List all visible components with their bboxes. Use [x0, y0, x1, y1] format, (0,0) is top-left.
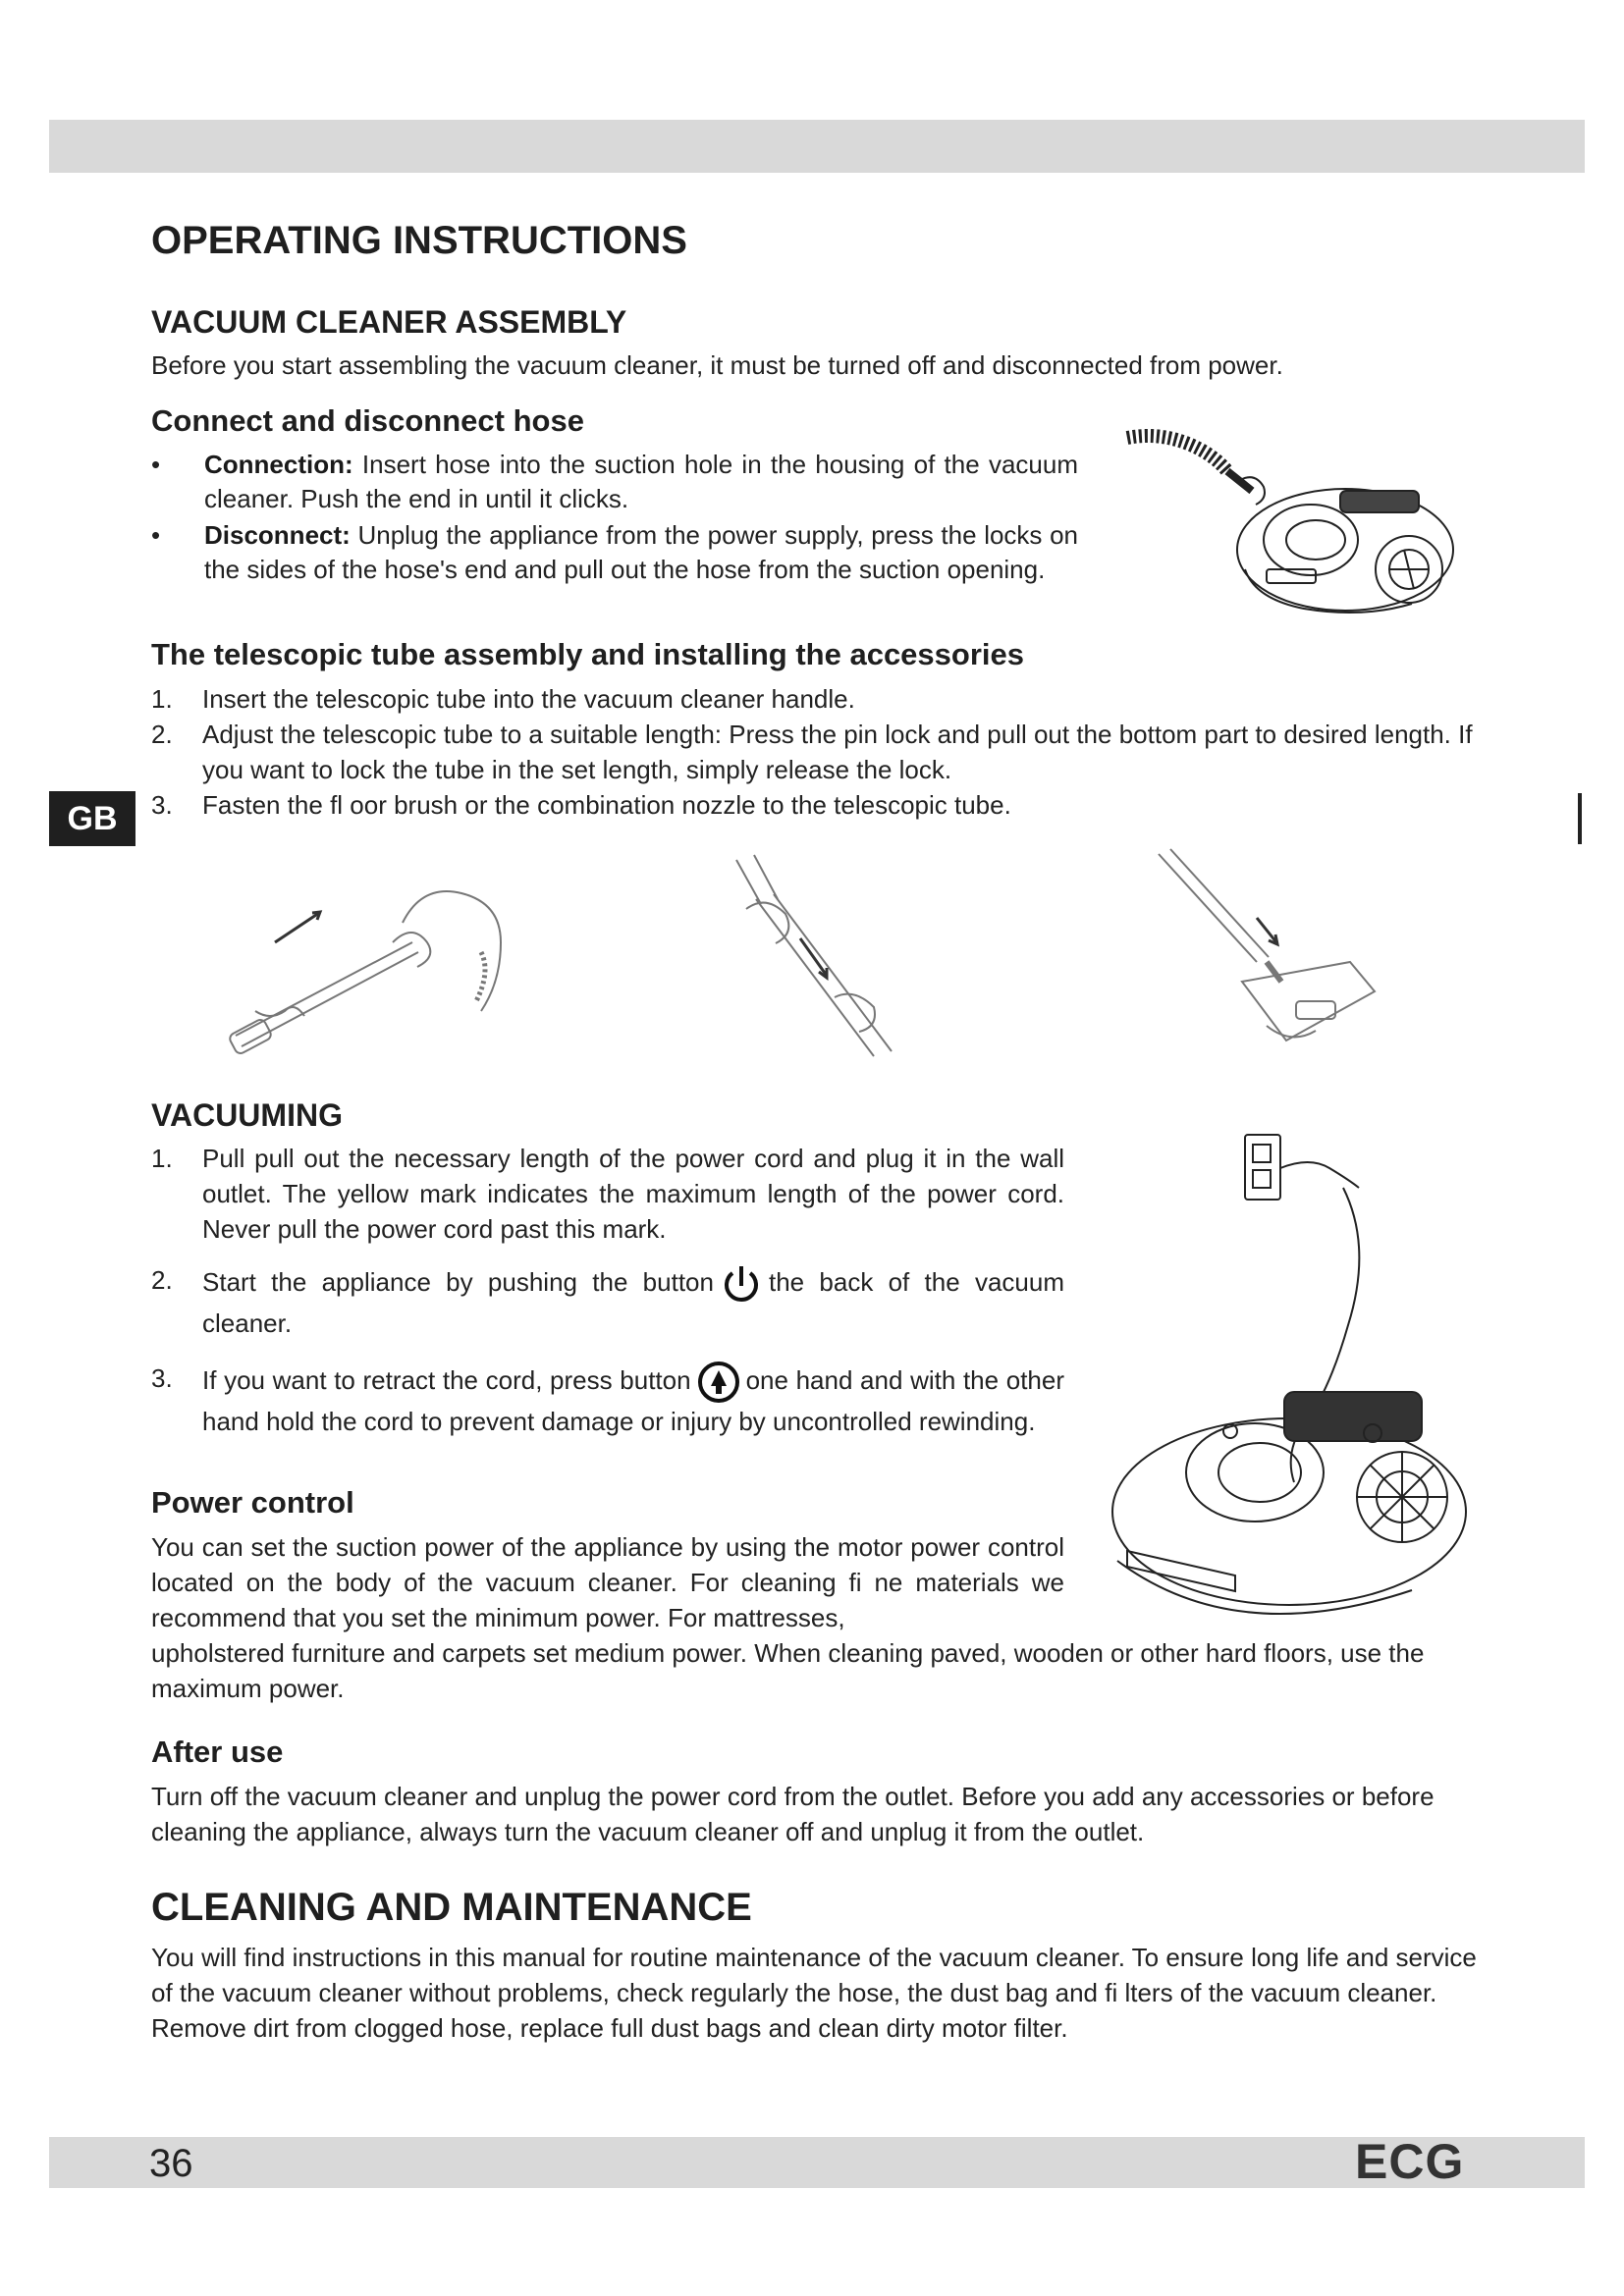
list-item: 1. Pull pull out the necessary length of the power cord and plug it in the wall outlet. The yellow mark indicates the maximum length of the power cord. Never pull the power cord past this mark. [151, 1144, 1064, 1244]
tube-insert-illustration [216, 864, 550, 1060]
assembly-heading: VACUUM CLEANER ASSEMBLY [151, 304, 627, 340]
after-use-heading: After use [151, 1735, 284, 1769]
power-button-icon [720, 1262, 763, 1306]
vacuum-plug-illustration [1098, 1129, 1471, 1629]
page-title: OPERATING INSTRUCTIONS [151, 219, 687, 262]
list-item: 1. Insert the telescopic tube into the vacuum cleaner handle. [151, 684, 855, 714]
margin-marker [1578, 793, 1582, 844]
brand-logo: ECG [1355, 2134, 1465, 2189]
page-number: 36 [149, 2142, 193, 2185]
tube-heading: The telescopic tube assembly and installing the accessories [151, 637, 1024, 671]
power-control-heading: Power control [151, 1485, 354, 1520]
tube-adjust-illustration [717, 850, 933, 1066]
brush-attach-illustration [1149, 844, 1394, 1060]
power-control-text-a: You can set the suction power of the appliance by using the motor power control located on the body of the vacuum cleaner. For cleaning fi ne materials we recommend that you set the minimum power. For mattresses, [151, 1532, 1064, 1632]
hose-heading: Connect and disconnect hose [151, 403, 584, 438]
cleaning-heading: CLEANING AND MAINTENANCE [151, 1886, 752, 1929]
tube-list [151, 681, 1487, 823]
assembly-intro: Before you start assembling the vacuum cleaner, it must be turned off and disconnected from power. [151, 350, 1283, 380]
list-item: • Disconnect: Unplug the appliance from the power supply, press the locks on the sides of the hose's end and pull out the hose from the suction opening. [151, 518, 1078, 587]
list-item: • Connection: Insert hose into the suction hole in the housing of the vacuum cleaner. Push the end in until it clicks. [151, 448, 1078, 516]
hose-list [151, 448, 1078, 589]
language-tab: GB [49, 791, 135, 846]
header-bar [49, 120, 1585, 173]
after-use-text: Turn off the vacuum cleaner and unplug the power cord from the outlet. Before you add any accessories or before cleaning the appliance, always turn the vacuum cleaner off and unplug it from the outlet. [151, 1782, 1435, 1846]
list-item: 3. Fasten the fl oor brush or the combination nozzle to the telescopic tube. [151, 790, 1011, 820]
list-item: 2. Adjust the telescopic tube to a suitable length: Press the pin lock and pull out the bottom part to desired length. If you want to lock the tube in the set length, simply release the lock. [151, 720, 1473, 784]
cleaning-text: You will find instructions in this manual for routine maintenance of the vacuum cleaner. To ensure long life and service of the vacuum cleaner without problems, check regularly the hose, the dust bag and fi lters of the vacuum cleaner. Remove dirt from clogged hose, replace full dust bags and clean dirty motor filter. [151, 1943, 1477, 2043]
list-item: 2. Start the appliance by pushing the button the back of the vacuum cleaner. [151, 1262, 1064, 1341]
cord-rewind-icon [697, 1361, 740, 1404]
vacuuming-list [151, 1141, 1064, 1439]
hose-connection-illustration [1119, 422, 1473, 628]
vacuuming-heading: VACUUMING [151, 1097, 343, 1133]
list-item: 3. If you want to retract the cord, press button one hand and with the other hand hold the cord to prevent damage or injury by uncontrolled rewinding. [151, 1361, 1064, 1439]
power-control-text-b: upholstered furniture and carpets set medium power. When cleaning paved, wooden or other hard floors, use the maximum power. [151, 1638, 1425, 1703]
